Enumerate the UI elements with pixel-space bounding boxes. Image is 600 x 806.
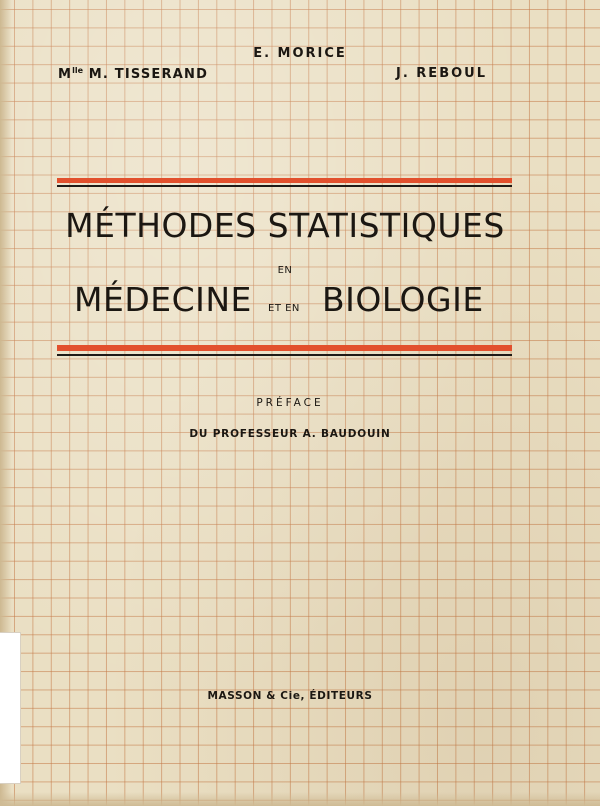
title-word-medecine: MÉDECINE [74,280,252,319]
author-left-name: M. TISSERAND [83,67,209,82]
author-left-prefix: M [58,67,73,82]
publisher: MASSON & Cie, ÉDITEURS [207,690,373,702]
top-rule-black [57,185,512,187]
author-left-prefix-sup: lle [72,66,84,75]
preface-author: DU PROFESSEUR A. BAUDOUIN [189,428,391,440]
author-left [58,66,208,82]
title-line-1: MÉTHODES STATISTIQUES [65,206,505,245]
author-right: J. REBOUL [396,66,487,81]
title-connector-en: EN [277,265,293,276]
preface-label: PRÉFACE [256,397,324,409]
paper-edge-bottom [0,792,600,806]
title-word-biologie: BIOLOGIE [322,280,484,319]
library-label-tab [0,632,21,784]
author-top: E. MORICE [253,46,347,61]
title-connector-et-en: ET EN [268,303,300,314]
bottom-rule-red [57,345,512,351]
bottom-rule-black [57,354,512,356]
top-rule-red [57,178,512,183]
